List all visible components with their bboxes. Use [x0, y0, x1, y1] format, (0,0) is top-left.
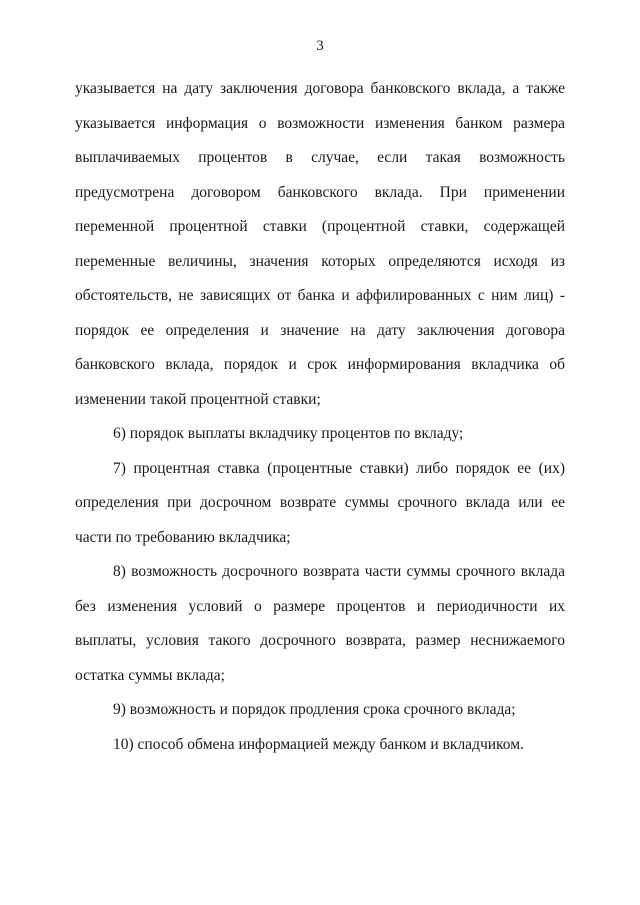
- list-item-6: 6) порядок выплаты вкладчику процентов по вкладу;: [113, 425, 464, 442]
- list-item-8: 8) возможность досрочного возврата части суммы срочного вклада без изменения условий о размере процентов и периодичности их выплаты, условия такого досрочного возврата, размер неснижаемого остатка суммы вклада;: [75, 563, 565, 684]
- list-item-7: 7) процентная ставка (процентные ставки) либо порядок ее (их) определения при досрочном возврате суммы срочного вклада или ее части по требованию вкладчика;: [75, 459, 565, 546]
- document-body: [75, 72, 565, 762]
- paragraph-continuation: указывается на дату заключения договора банковского вклада, а также указывается информация о возможности изменения банком размера выплачиваемых процентов в случае, если такая возможность предусмотрена договором банковского вклада. При применении переменной процентной ставки (процентной ставки, содержащей переменные величины, значения которых определяются исходя из обстоятельств, не зависящих от банка и аффилированных с ним лиц) - порядок ее определения и значение на дату заключения договора банковского вклада, порядок и срок информирования вкладчика об изменении такой процентной ставки;: [75, 80, 565, 408]
- list-item-10: 10) способ обмена информацией между банком и вкладчиком.: [113, 735, 524, 753]
- page-number: 3: [316, 38, 324, 54]
- list-item-9: 9) возможность и порядок продления срока срочного вклада;: [113, 701, 516, 718]
